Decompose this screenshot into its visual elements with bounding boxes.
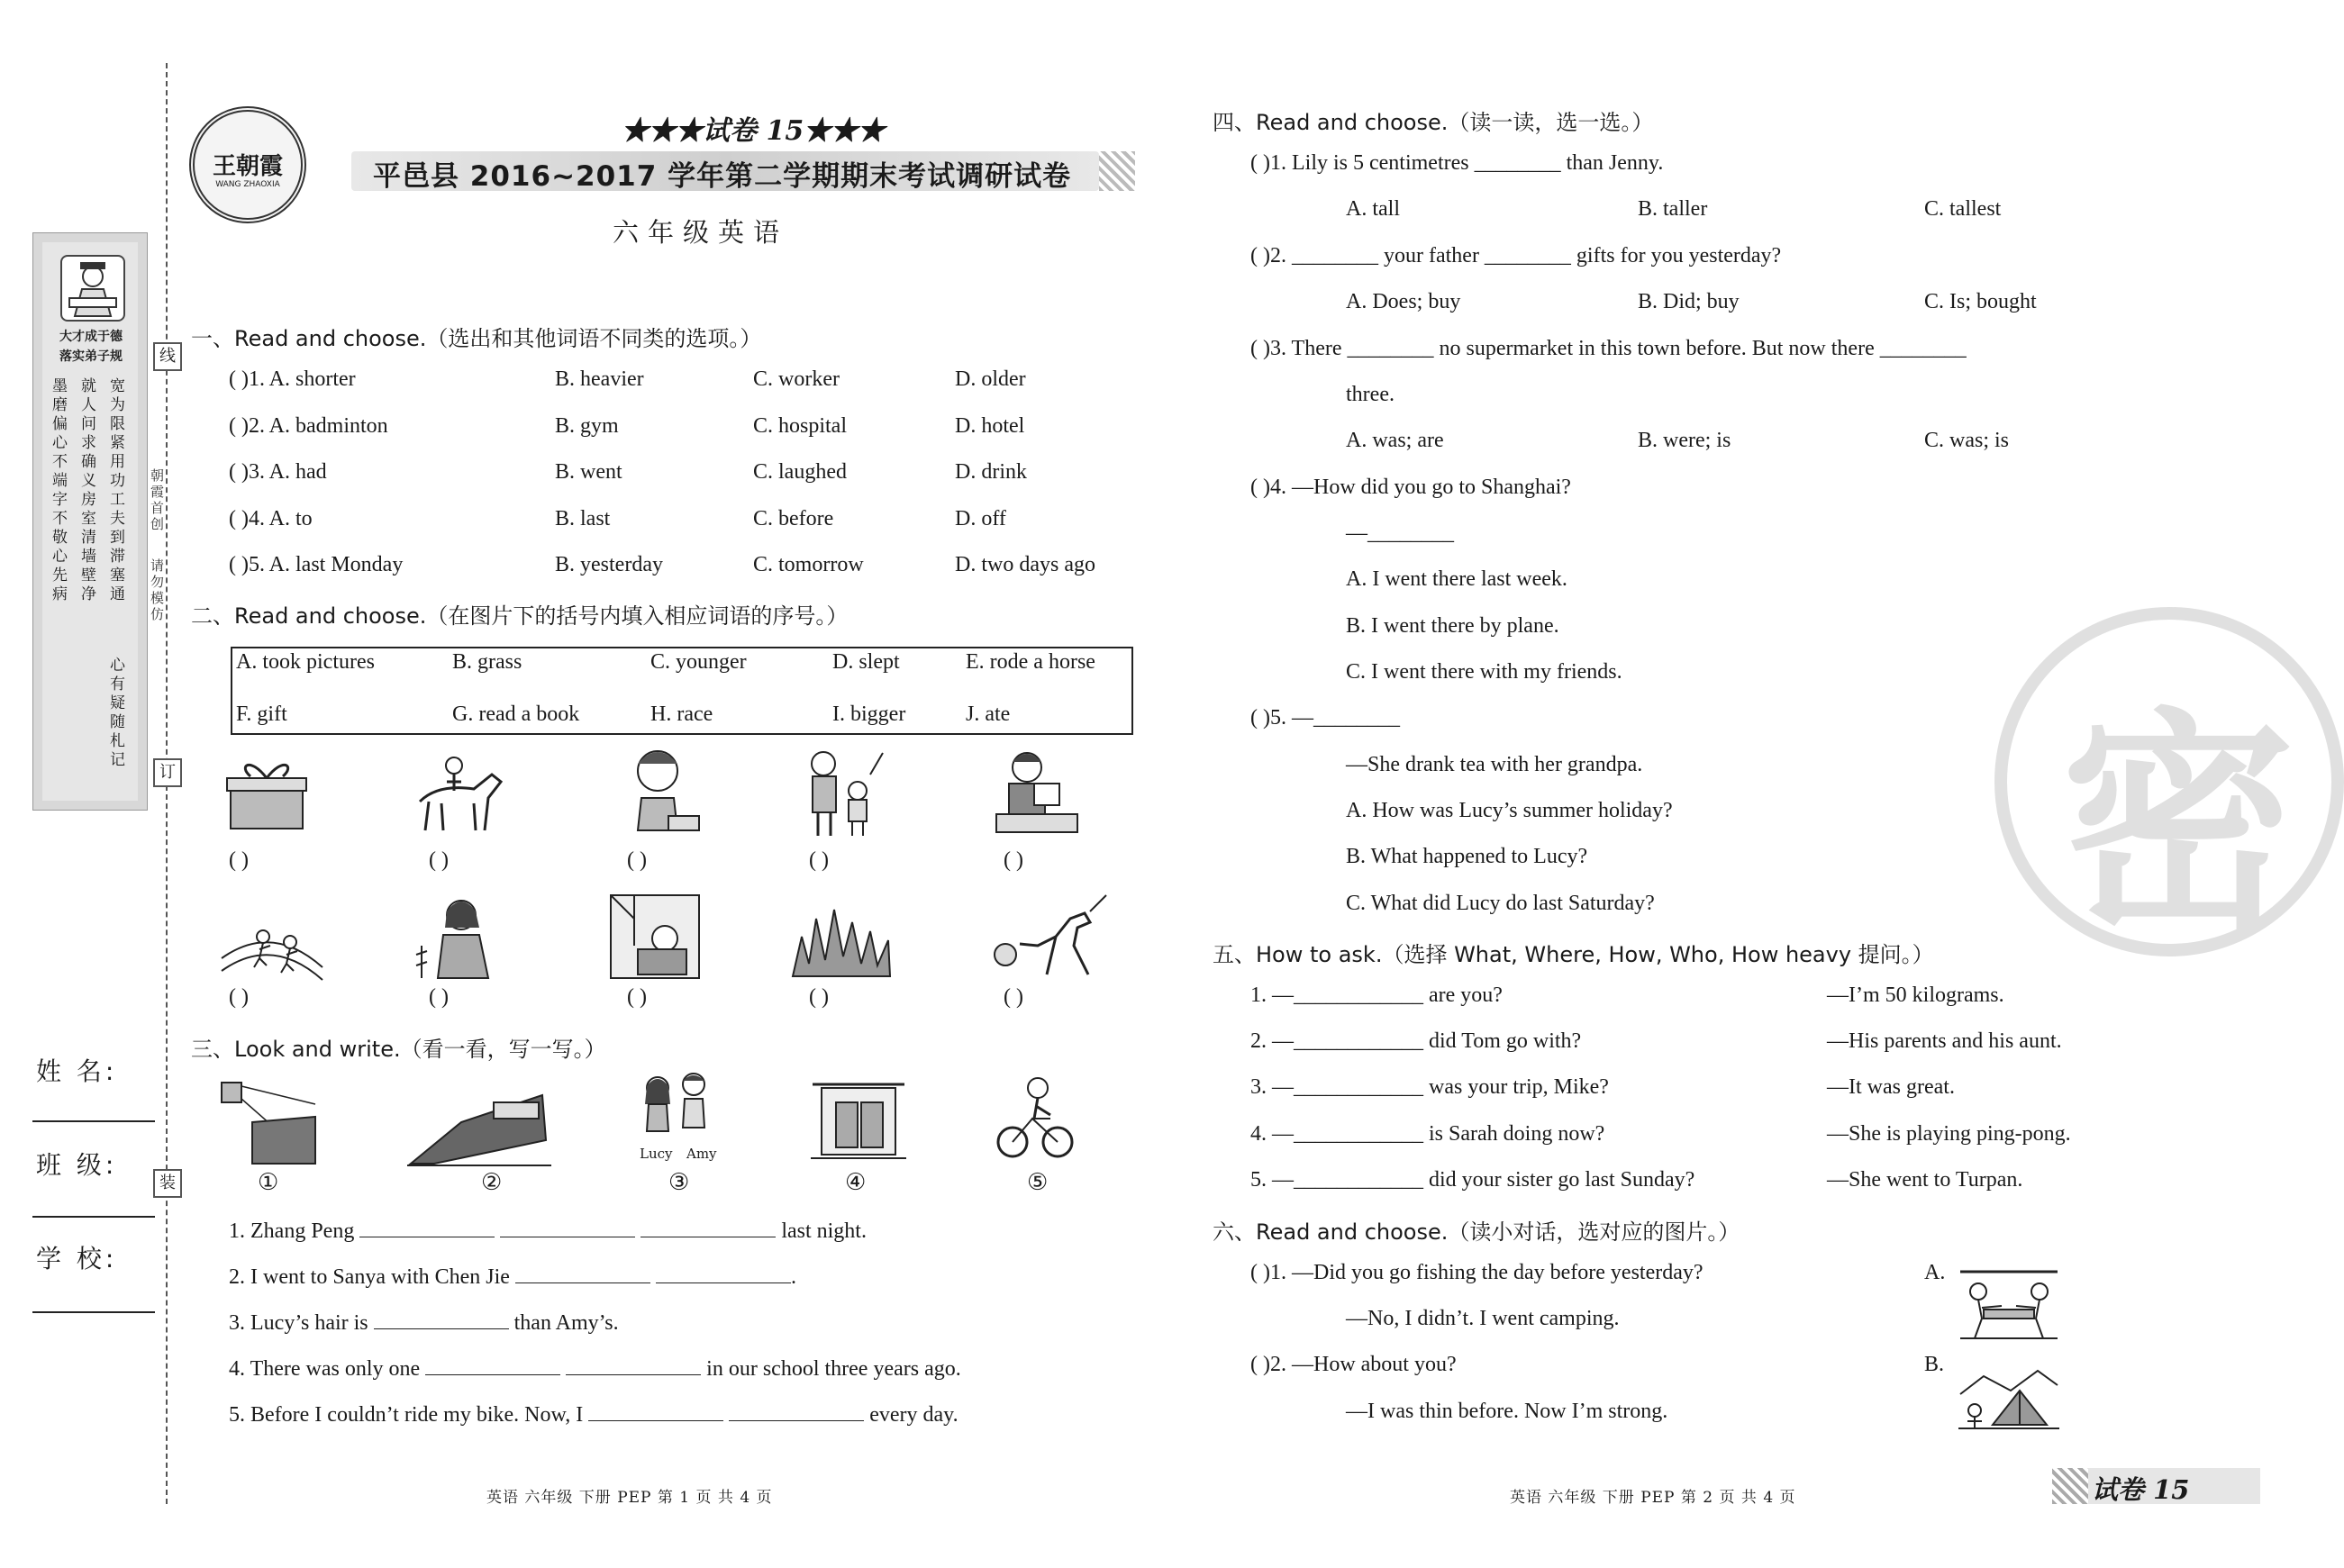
sec4-q5: ( )5. —________ xyxy=(1250,706,1400,730)
train-picture xyxy=(407,1086,551,1167)
sec1-q3-d: D. drink xyxy=(955,460,1027,484)
word-e: E. rode a horse xyxy=(966,650,1095,674)
sec4-q4-c: C. I went there with my friends. xyxy=(1346,660,1622,684)
sec1-q4-d: D. off xyxy=(955,507,1006,530)
sec5-a5: —She went to Turpan. xyxy=(1827,1168,2023,1192)
sentence-2-end: . xyxy=(790,1265,796,1289)
sec4-q5-c: C. What did Lucy do last Saturday? xyxy=(1346,892,1655,915)
sec6-q2: ( )2. —How about you? xyxy=(1250,1353,1457,1376)
sec1-q3: ( )3. A. had xyxy=(229,460,327,484)
word-g: G. read a book xyxy=(452,702,580,726)
sec4-q4-line: —________ xyxy=(1346,521,1454,545)
motto-panel xyxy=(32,232,148,811)
sentence-2-text: 2. I went to Sanya with Chen Jie xyxy=(229,1265,510,1289)
grass-picture xyxy=(789,901,894,978)
sec1-q1-d: D. older xyxy=(955,367,1026,391)
word-b: B. grass xyxy=(452,650,522,674)
paper-number: ★★★试卷 15★★★ xyxy=(622,115,886,147)
sec1-q3-b: B. went xyxy=(555,460,622,484)
sec3-sentence-1 xyxy=(229,1219,867,1244)
motto-top-line-2: 落实弟子规 xyxy=(59,349,123,364)
sec4-q5-b: B. What happened to Lucy? xyxy=(1346,845,1588,868)
exam-title: 平邑县 2016~2017 学年第二学期期末考试调研试卷 xyxy=(373,160,1072,193)
sec5-a2: —His parents and his aunt. xyxy=(1827,1029,2062,1053)
sec1-q5-d: D. two days ago xyxy=(955,553,1095,576)
publisher-logo xyxy=(189,106,306,223)
class-label: 班 级: xyxy=(36,1150,118,1180)
blank[interactable] xyxy=(588,1404,723,1421)
scholar-figure-icon xyxy=(60,255,125,322)
sec1-q5-c: C. tomorrow xyxy=(753,553,864,576)
sec3-sentence-4 xyxy=(229,1357,961,1382)
sec4-q3-cont: three. xyxy=(1346,383,1395,406)
blank[interactable] xyxy=(515,1266,650,1283)
sec1-q1: ( )1. A. shorter xyxy=(229,367,356,391)
name-field[interactable] xyxy=(32,1120,155,1122)
sec1-q2-c: C. hospital xyxy=(753,414,848,438)
sec1-q1-b: B. heavier xyxy=(555,367,644,391)
sec2-answer-8[interactable]: ( ) xyxy=(627,985,647,1009)
page-tag-text: 试卷 15 xyxy=(2092,1474,2190,1505)
sec6-q1: ( )1. —Did you go fishing the day before yesterday? xyxy=(1250,1261,1703,1284)
page-tag-pattern xyxy=(2052,1468,2088,1504)
sec1-q3-c: C. laughed xyxy=(753,460,847,484)
sec4-q2-c: C. Is; bought xyxy=(1924,290,2037,313)
motto-top xyxy=(46,327,136,367)
tired-woman-picture xyxy=(407,892,506,982)
sec2-answer-6[interactable]: ( ) xyxy=(229,985,249,1009)
sec4-q4-b: B. I went there by plane. xyxy=(1346,614,1559,638)
word-a: A. took pictures xyxy=(236,650,375,674)
sec4-q1: ( )1. Lily is 5 centimetres ________ than Jenny. xyxy=(1250,151,1664,175)
blank[interactable] xyxy=(656,1266,791,1283)
pic-label-lucy: Lucy xyxy=(640,1146,673,1162)
sec2-answer-4[interactable]: ( ) xyxy=(809,848,829,872)
lucy-and-amy-picture xyxy=(636,1068,717,1149)
sec5-a1: —I’m 50 kilograms. xyxy=(1827,983,2004,1007)
sec4-q1-b: B. taller xyxy=(1638,197,1708,221)
sec2-answer-7[interactable]: ( ) xyxy=(429,985,449,1009)
sec4-q1-a: A. tall xyxy=(1346,197,1400,221)
gift-box-picture xyxy=(223,753,310,834)
circled-num-5: ⑤ xyxy=(1027,1169,1049,1196)
sec5-q4: 4. —____________ is Sarah doing now? xyxy=(1250,1122,1605,1146)
sec1-q2-d: D. hotel xyxy=(955,414,1025,438)
riding-bike-picture xyxy=(996,1072,1074,1162)
boy-eating-picture xyxy=(622,744,703,838)
seal-char-1: 线 xyxy=(153,342,182,371)
circled-num-3: ③ xyxy=(668,1169,690,1196)
camping-picture xyxy=(1957,1358,2061,1432)
vertical-note-2: 请勿模仿 xyxy=(149,558,165,623)
sec4-q4: ( )4. —How did you go to Shanghai? xyxy=(1250,476,1571,499)
sec1-q1-c: C. worker xyxy=(753,367,840,391)
vertical-note-1: 朝霞首创 xyxy=(149,468,165,533)
sentence-5-end: every day. xyxy=(869,1403,958,1427)
title-band-pattern xyxy=(1099,151,1135,191)
sec6-heading: 六、Read and choose.（读小对话，选对应的图片。） xyxy=(1213,1219,1740,1245)
sentence-1-end: last night. xyxy=(781,1219,867,1243)
class-field[interactable] xyxy=(32,1216,155,1218)
sec6-pic-b-label: B. xyxy=(1924,1353,1945,1376)
sec2-heading: 二、Read and choose.（在图片下的括号内填入相应词语的序号。） xyxy=(191,603,849,629)
sec4-heading: 四、Read and choose.（读一读，选一选。） xyxy=(1213,110,1654,135)
sec1-q5: ( )5. A. last Monday xyxy=(229,553,404,576)
school-field[interactable] xyxy=(32,1311,155,1313)
sec5-heading: 五、How to ask.（选择 What, Where, How, Who, How heavy 提问。） xyxy=(1213,942,1934,967)
motto-col-2: 心有疑随札记 xyxy=(106,657,124,770)
boy-sleeping-picture xyxy=(607,892,703,982)
school-label: 学 校: xyxy=(36,1244,118,1273)
sentence-3-end: than Amy’s. xyxy=(513,1311,619,1335)
sec4-q3-a: A. was; are xyxy=(1346,429,1444,452)
blank[interactable] xyxy=(359,1220,495,1237)
sec5-a3: —It was great. xyxy=(1827,1075,1955,1099)
sec6-pic-a-label: A. xyxy=(1924,1261,1946,1284)
word-d: D. slept xyxy=(832,650,900,674)
exam-subtitle: 六年级英语 xyxy=(613,217,789,248)
sec5-q3: 3. —____________ was your trip, Mike? xyxy=(1250,1075,1609,1099)
sec6-q2-answer: —I was thin before. Now I’m strong. xyxy=(1346,1400,1668,1423)
blank[interactable] xyxy=(425,1358,560,1375)
sec2-answer-10[interactable]: ( ) xyxy=(1004,985,1023,1009)
sec2-answer-9[interactable]: ( ) xyxy=(809,985,829,1009)
motto-col-4: 墨磨偏心不端字不敬心先病 xyxy=(49,377,67,604)
confidential-stamp xyxy=(1994,607,2344,962)
sec4-q4-a: A. I went there last week. xyxy=(1346,567,1567,591)
logo-subtext: WANG ZHAOXIA xyxy=(215,180,280,189)
circled-num-1: ① xyxy=(258,1169,279,1196)
sec3-sentence-5 xyxy=(229,1403,958,1428)
blank[interactable] xyxy=(729,1404,864,1421)
sentence-1-text: 1. Zhang Peng xyxy=(229,1219,355,1243)
sec4-q2-a: A. Does; buy xyxy=(1346,290,1461,313)
sec3-heading: 三、Look and write.（看一看，写一写。） xyxy=(191,1037,606,1062)
sec2-answer-2[interactable]: ( ) xyxy=(429,848,449,872)
motto-top-line-1: 大才成于德 xyxy=(59,330,123,344)
sec4-q1-c: C. tallest xyxy=(1924,197,2002,221)
sec4-q2: ( )2. ________ your father ________ gifts for you yesterday? xyxy=(1250,244,1782,267)
sec3-sentence-3 xyxy=(229,1311,619,1336)
word-i: I. bigger xyxy=(832,702,906,726)
stamp-char: 密 xyxy=(2061,690,2295,962)
sec1-q2: ( )2. A. badminton xyxy=(229,414,388,438)
sec2-answer-3[interactable]: ( ) xyxy=(627,848,647,872)
seal-char-3: 装 xyxy=(153,1169,182,1198)
sec1-q5-b: B. yesterday xyxy=(555,553,663,576)
race-picture xyxy=(218,895,326,982)
sentence-4-end: in our school three years ago. xyxy=(706,1357,961,1381)
sec3-sentence-2 xyxy=(229,1265,796,1290)
logo-text: 王朝霞 xyxy=(212,153,283,180)
man-reading-picture xyxy=(991,748,1081,838)
sec5-a4: —She is playing ping-pong. xyxy=(1827,1122,2071,1146)
word-f: F. gift xyxy=(236,702,287,726)
sentence-3-text: 3. Lucy’s hair is xyxy=(229,1311,368,1335)
blank[interactable] xyxy=(641,1220,776,1237)
taking-pictures-picture xyxy=(216,1077,324,1167)
sec2-answer-5[interactable]: ( ) xyxy=(1004,848,1023,872)
arm-wrestling-picture xyxy=(1957,1264,2061,1342)
footer-left: 英语 六年级 下册 PEP 第 1 页 共 4 页 xyxy=(486,1489,773,1507)
dinosaur-picture xyxy=(984,892,1110,982)
word-c: C. younger xyxy=(650,650,747,674)
sentence-4-text: 4. There was only one xyxy=(229,1357,421,1381)
word-j: J. ate xyxy=(966,702,1011,726)
sentence-5-text: 5. Before I couldn’t ride my bike. Now, I xyxy=(229,1403,584,1427)
sec1-q4-b: B. last xyxy=(555,507,611,530)
library-picture xyxy=(809,1075,908,1162)
sec4-q2-b: B. Did; buy xyxy=(1638,290,1740,313)
sec5-q5: 5. —____________ did your sister go last Sunday? xyxy=(1250,1168,1695,1192)
sec1-q4-c: C. before xyxy=(753,507,834,530)
sec1-q2-b: B. gym xyxy=(555,414,619,438)
motto-col-1: 宽为限紧用功工夫到滞塞通 xyxy=(106,377,124,604)
horse-riding-picture xyxy=(402,748,519,838)
sec2-answer-1[interactable]: ( ) xyxy=(229,848,249,872)
sec4-q5-line: —She drank tea with her grandpa. xyxy=(1346,753,1643,776)
sec5-q2: 2. —____________ did Tom go with? xyxy=(1250,1029,1582,1053)
blank[interactable] xyxy=(374,1312,509,1329)
footer-right: 英语 六年级 下册 PEP 第 2 页 共 4 页 xyxy=(1510,1489,1796,1507)
circled-num-2: ② xyxy=(481,1169,503,1196)
sec4-q3-c: C. was; is xyxy=(1924,429,2010,452)
name-label: 姓 名: xyxy=(36,1056,118,1086)
sec5-q1: 1. —____________ are you? xyxy=(1250,983,1503,1007)
sec1-q4: ( )4. A. to xyxy=(229,507,313,530)
sec4-q3: ( )3. There ________ no supermarket in this town before. But now there ________ xyxy=(1250,337,1967,360)
word-h: H. race xyxy=(650,702,713,726)
motto-col-3: 就人问求确义房室清墙壁净 xyxy=(77,377,95,604)
circled-num-4: ④ xyxy=(845,1169,867,1196)
pic-label-amy: Amy xyxy=(686,1146,717,1162)
grandpa-and-boy-picture xyxy=(793,748,892,838)
sec4-q5-a: A. How was Lucy’s summer holiday? xyxy=(1346,799,1673,822)
sec1-heading: 一、Read and choose.（选出和其他词语不同类的选项。） xyxy=(191,326,762,351)
blank[interactable] xyxy=(500,1220,635,1237)
sec4-q3-b: B. were; is xyxy=(1638,429,1731,452)
sec6-q1-answer: —No, I didn’t. I went camping. xyxy=(1346,1307,1620,1330)
blank[interactable] xyxy=(566,1358,701,1375)
seal-char-2: 订 xyxy=(153,758,182,787)
